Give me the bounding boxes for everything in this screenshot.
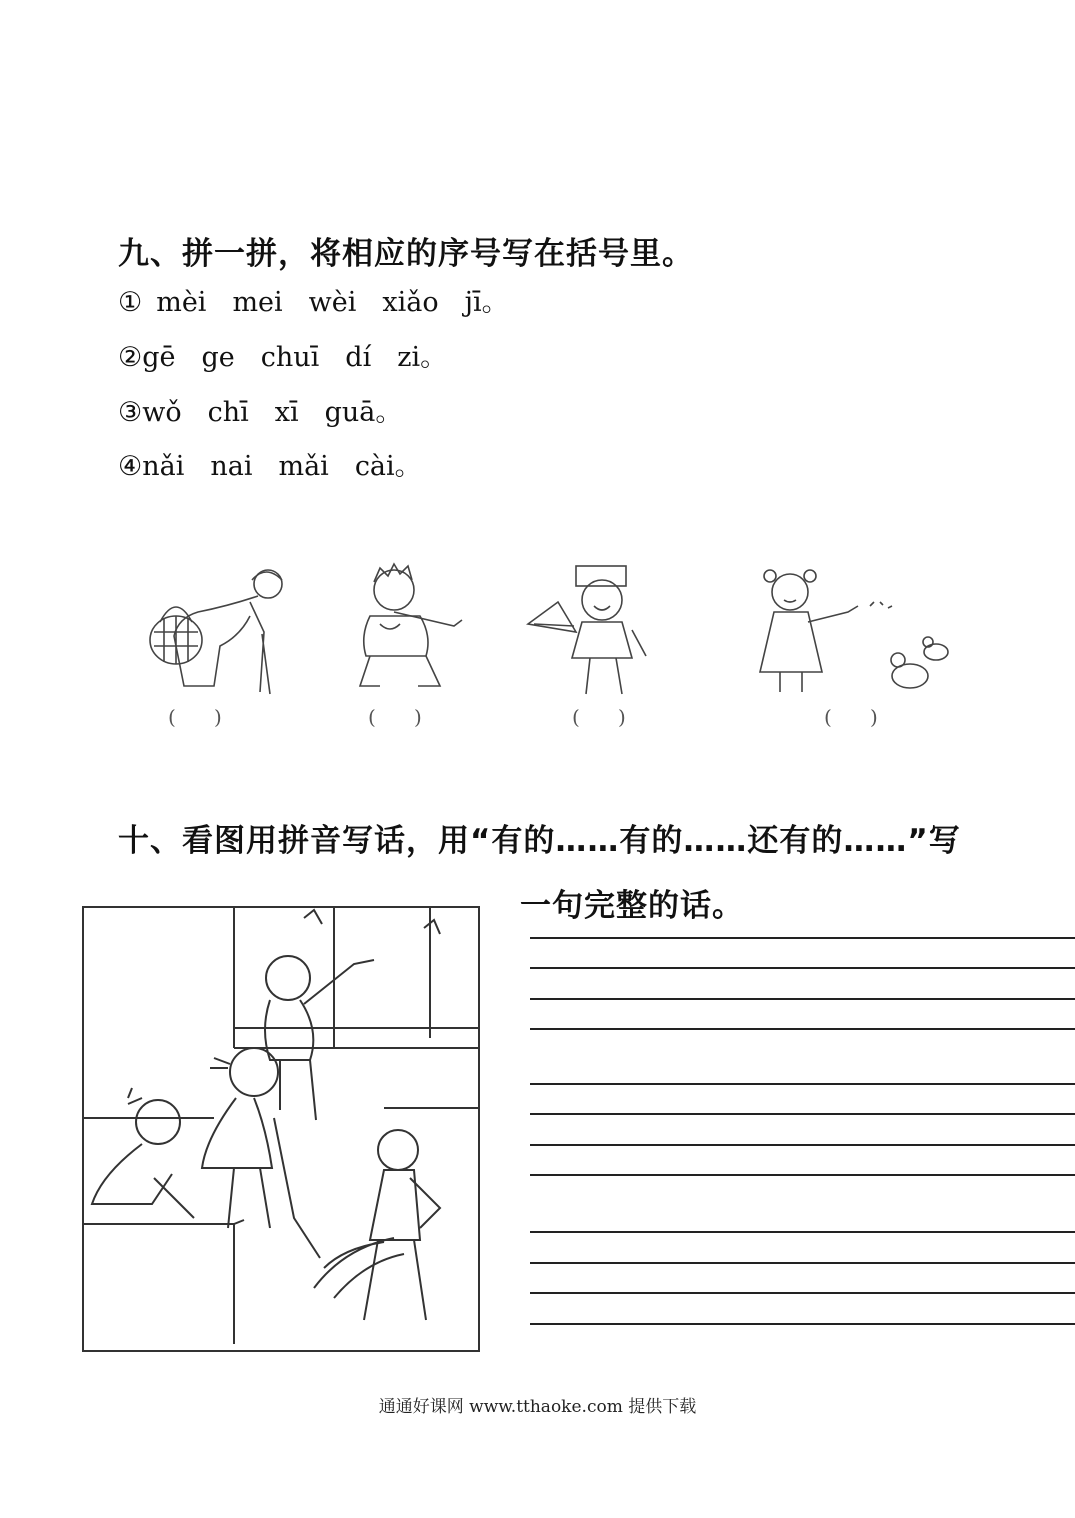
pinyin-word: mei	[232, 287, 283, 318]
boy-eating-watermelon-illustration	[520, 560, 680, 700]
pinyin-word: guā。	[324, 397, 403, 428]
writing-line[interactable]	[530, 1083, 1075, 1085]
pinyin-line-3	[118, 390, 428, 429]
item-number: ④	[118, 451, 143, 482]
page-footer: 通通好课网 www.tthaoke.com 提供下载	[378, 1397, 697, 1417]
pinyin-word: mèi	[156, 287, 207, 318]
writing-line[interactable]	[530, 967, 1075, 969]
pinyin-word: dí	[345, 342, 372, 373]
answer-paren-2[interactable]: ( )	[368, 705, 422, 729]
writing-line[interactable]	[530, 1292, 1075, 1294]
pinyin-word: mǎi	[278, 451, 329, 482]
pinyin-word: xiǎo	[382, 287, 439, 318]
writing-line[interactable]	[530, 1231, 1075, 1233]
pinyin-word: nai	[210, 451, 253, 482]
section10-title: 十、看图用拼音写话，用“有的……有的……还有的……”写	[118, 823, 961, 859]
writing-line[interactable]	[530, 1174, 1075, 1176]
pinyin-line-1	[118, 280, 535, 319]
grandma-shopping-illustration	[140, 560, 300, 700]
girl-feeding-chicks-illustration	[750, 556, 960, 700]
item-number: ③	[118, 397, 143, 428]
answer-paren-3[interactable]: ( )	[572, 705, 626, 729]
pinyin-word: ge	[201, 342, 235, 373]
pinyin-line-2	[118, 335, 473, 374]
pinyin-word: zi。	[397, 342, 448, 373]
pinyin-word: nǎi	[142, 451, 185, 482]
item-number: ②	[118, 342, 143, 373]
writing-line[interactable]	[530, 937, 1075, 939]
classroom-cleaning-illustration	[82, 906, 480, 1352]
pinyin-word: chuī	[260, 342, 320, 373]
pinyin-word: jī。	[464, 287, 509, 318]
section10-title-continued: 一句完整的话。	[520, 888, 744, 924]
pinyin-word: gē	[142, 342, 176, 373]
writing-line[interactable]	[530, 1113, 1075, 1115]
boy-playing-flute-illustration	[330, 560, 480, 700]
writing-line[interactable]	[530, 1262, 1075, 1264]
writing-line[interactable]	[530, 1144, 1075, 1146]
writing-line[interactable]	[530, 1028, 1075, 1030]
pinyin-word: wèi	[308, 287, 357, 318]
writing-line[interactable]	[530, 998, 1075, 1000]
pinyin-line-4	[118, 444, 448, 483]
pinyin-word: cài。	[354, 451, 422, 482]
writing-line[interactable]	[530, 1323, 1075, 1325]
answer-paren-1[interactable]: ( )	[168, 705, 222, 729]
section9-title: 九、拼一拼，将相应的序号写在括号里。	[118, 236, 694, 272]
pinyin-word: xī	[274, 397, 299, 428]
answer-paren-4[interactable]: ( )	[824, 705, 878, 729]
pinyin-word: chī	[207, 397, 249, 428]
pinyin-word: wǒ	[142, 397, 182, 428]
item-number: ①	[118, 287, 143, 318]
